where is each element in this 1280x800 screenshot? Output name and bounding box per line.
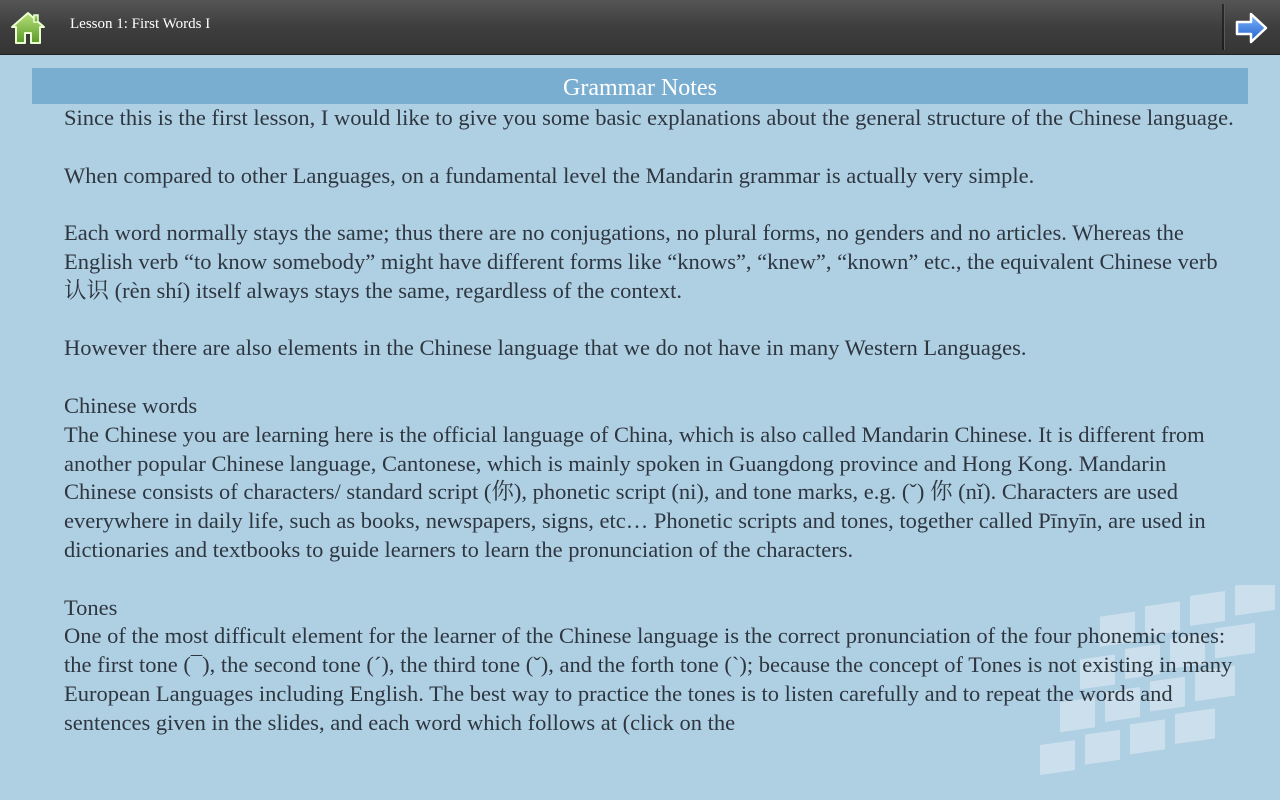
section-text-chinese-words: The Chinese you are learning here is the official language of China, which is also called Mandarin Chinese. It is different from another popular Chinese language, Cantonese, which is mainly spoken in Guangdong province and Hong Kong. Mandarin Chinese consists of characters/ standard script (你), phonetic script (ni), and tone marks, e.g. (ˇ) 你 (nǐ). Characters are used everywhere in daily life, such as books, newspapers, signs, etc… Phonetic scripts and tones, together called Pīnyīn, are used in dictionaries and textbooks to guide learners to learn the pronunciation of the characters. <box>64 421 1206 562</box>
section-text-tones: One of the most difficult element for the learner of the Chinese language is the correct pronunciation of the four phonemic tones: the first tone (¯), the second tone (ˊ), the third tone (ˇ), and the forth tone (ˋ); because the concept of Tones is not existing in many European Languages including English. The best way to practice the tones is to listen carefully and to repeat the words and sentences given in the slides, and each word which follows at (click on the <box>64 623 1233 735</box>
grammar-notes-body[interactable] <box>64 104 1234 776</box>
section-title-tones: Tones <box>64 594 118 620</box>
arrow-right-icon[interactable] <box>1233 10 1269 46</box>
section-title-chinese-words: Chinese words <box>64 392 198 418</box>
paragraph-word-forms: Each word normally stays the same; thus there are no conjugations, no plural forms, no genders and no articles. Whereas the English verb “to know somebody” might have different forms like “knows”, “knew”, “known” etc., the equivalent Chinese verb 认识 (rèn shí) itself always stays the same, regardless of the context. <box>64 220 1218 303</box>
lesson-title: Lesson 1: First Words I <box>70 16 211 32</box>
paragraph-intro: Since this is the first lesson, I would like to give you some basic explanations about the general structure of the Chinese language. <box>64 105 1234 130</box>
grammar-notes-header: Grammar Notes <box>32 68 1248 104</box>
home-icon[interactable] <box>9 9 47 47</box>
top-bar <box>0 0 1280 55</box>
topbar-divider <box>1222 4 1225 50</box>
paragraph-differences: However there are also elements in the Chinese language that we do not have in many Western Languages. <box>64 335 1027 361</box>
paragraph-simplicity: When compared to other Languages, on a fundamental level the Mandarin grammar is actually very simple. <box>64 162 1035 188</box>
